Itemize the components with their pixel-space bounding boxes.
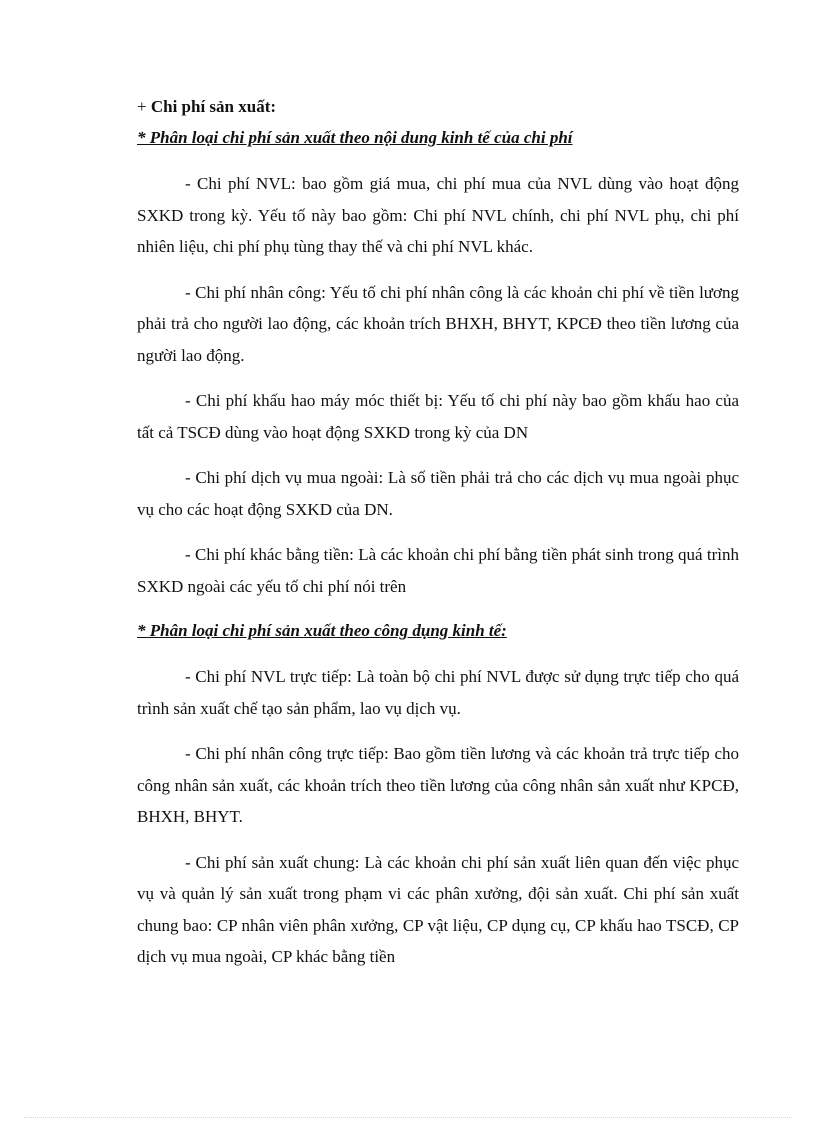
page-bottom-border <box>24 1117 792 1118</box>
heading-prefix: + <box>137 97 151 116</box>
paragraph-material-cost: - Chi phí NVL: bao gồm giá mua, chi phí mua của NVL dùng vào hoạt động SXKD trong kỳ. Yếu tố này bao gồm: Chi phí NVL chính, chi phí NVL phụ, chi phí nhiên liệu, chi phí phụ tùng thay thế và chi phí NVL khác. <box>137 174 739 256</box>
paragraph-labor-cost: - Chi phí nhân công: Yếu tố chi phí nhân công là các khoản chi phí về tiền lương phải trả cho người lao động, các khoản trích BHXH, BHYT, KPCĐ theo tiền lương của người lao động. <box>137 282 739 365</box>
main-heading <box>137 92 739 121</box>
paragraph-manufacturing-overhead: - Chi phí sản xuất chung: Là các khoản chi phí sản xuất liên quan đến việc phục vụ và quản lý sản xuất trong phạm vi các phân xưởng, đội sản xuất. Chi phí sản xuất chung bao: CP nhân viên phân xưởng, CP vật liệu, CP dụng cụ, CP khấu hao TSCĐ, CP dịch vụ mua ngoài, CP khác bằng tiền <box>137 852 739 966</box>
paragraph-outsourced-services: - Chi phí dịch vụ mua ngoài: Là số tiền phải trả cho các dịch vụ mua ngoài phục vụ cho các hoạt động SXKD của DN. <box>137 468 739 519</box>
paragraph-other-cash-costs: - Chi phí khác bằng tiền: Là các khoản chi phí bằng tiền phát sinh trong quá trình SXKD ngoài các yếu tố chi phí nói trên <box>137 545 739 596</box>
section-title-content: * Phân loại chi phí sản xuất theo nội dung kinh tế của chi phí <box>137 128 573 147</box>
paragraph-direct-labor: - Chi phí nhân công trực tiếp: Bao gồm tiền lương và các khoản trả trực tiếp cho công nhân sản xuất, các khoản trích theo tiền lương của công nhân sản xuất như KPCĐ, BHXH, BHYT. <box>137 744 739 826</box>
section-title-purpose: * Phân loại chi phí sản xuất theo công dụng kinh tế: <box>137 621 507 640</box>
paragraph-depreciation-cost: - Chi phí khấu hao máy móc thiết bị: Yếu tố chi phí này bao gồm khấu hao của tất cả TSCĐ dùng vào hoạt động SXKD trong kỳ của DN <box>137 391 739 442</box>
heading-text: Chi phí sản xuất: <box>150 97 277 116</box>
document-page <box>137 92 739 987</box>
paragraph-direct-material: - Chi phí NVL trực tiếp: Là toàn bộ chi phí NVL được sử dụng trực tiếp cho quá trình sản xuất chế tạo sản phẩm, lao vụ dịch vụ. <box>137 667 739 718</box>
